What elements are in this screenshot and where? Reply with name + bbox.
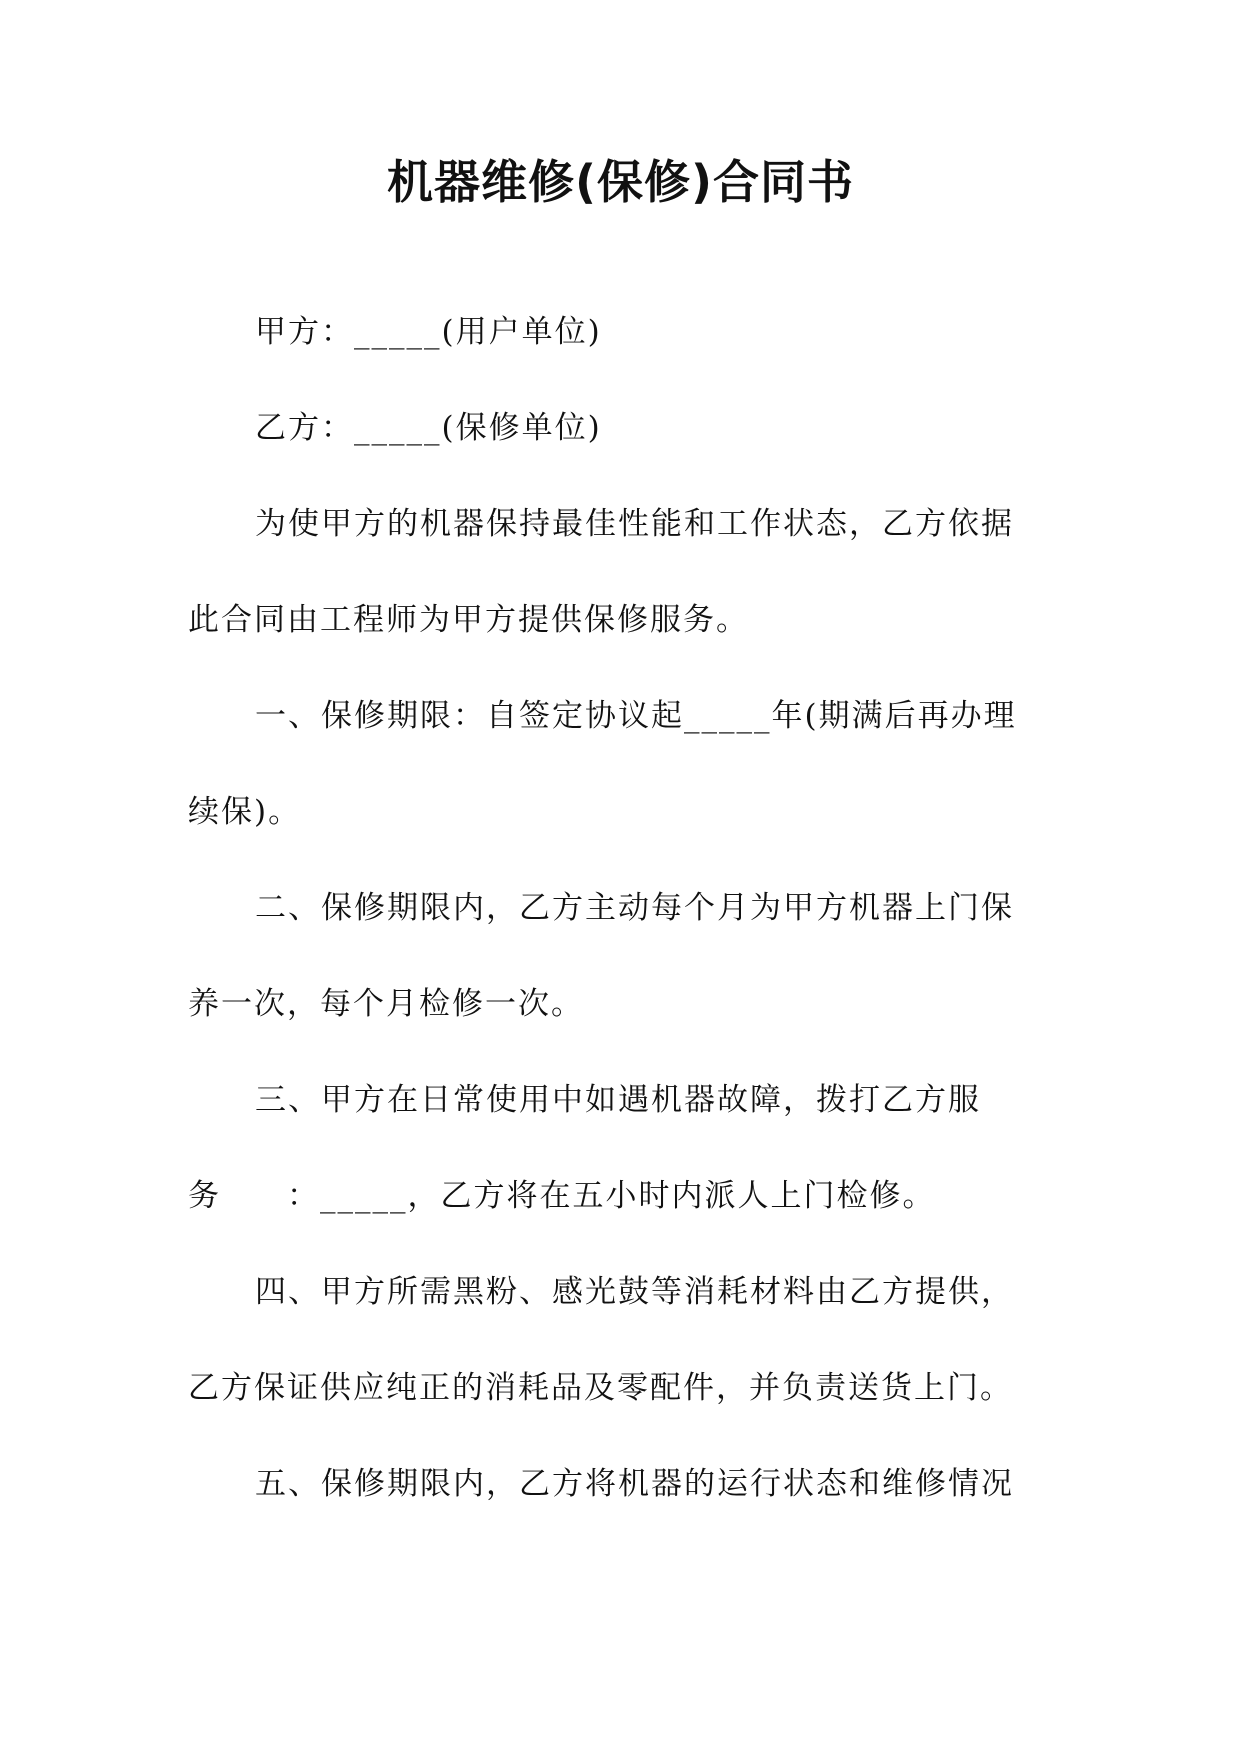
clause-3-line-1: 三、甲方在日常使用中如遇机器故障，拨打乙方服 bbox=[255, 1082, 981, 1118]
party-a-line: 甲方：_____(用户单位) bbox=[255, 314, 602, 350]
clause-3-line-2: 务 ：_____，乙方将在五小时内派人上门检修。 bbox=[188, 1178, 936, 1214]
preamble-line-1: 为使甲方的机器保持最佳性能和工作状态，乙方依据 bbox=[255, 506, 1014, 542]
clause-2-line-2: 养一次，每个月检修一次。 bbox=[188, 986, 584, 1022]
clause-2-line-1: 二、保修期限内，乙方主动每个月为甲方机器上门保 bbox=[255, 890, 1014, 926]
preamble-line-2: 此合同由工程师为甲方提供保修服务。 bbox=[188, 602, 749, 638]
party-b-line: 乙方：_____(保修单位) bbox=[255, 410, 602, 446]
clause-1-line-1: 一、保修期限：自签定协议起_____年(期满后再办理 bbox=[255, 698, 1017, 734]
clause-5-line-1: 五、保修期限内，乙方将机器的运行状态和维修情况 bbox=[255, 1466, 1014, 1502]
clause-1-line-2: 续保)。 bbox=[188, 794, 302, 830]
clause-4-line-1: 四、甲方所需黑粉、感光鼓等消耗材料由乙方提供， bbox=[255, 1274, 1014, 1310]
document-title: 机器维修(保修)合同书 bbox=[386, 155, 855, 209]
clause-4-line-2: 乙方保证供应纯正的消耗品及零配件，并负责送货上门。 bbox=[188, 1370, 1013, 1406]
